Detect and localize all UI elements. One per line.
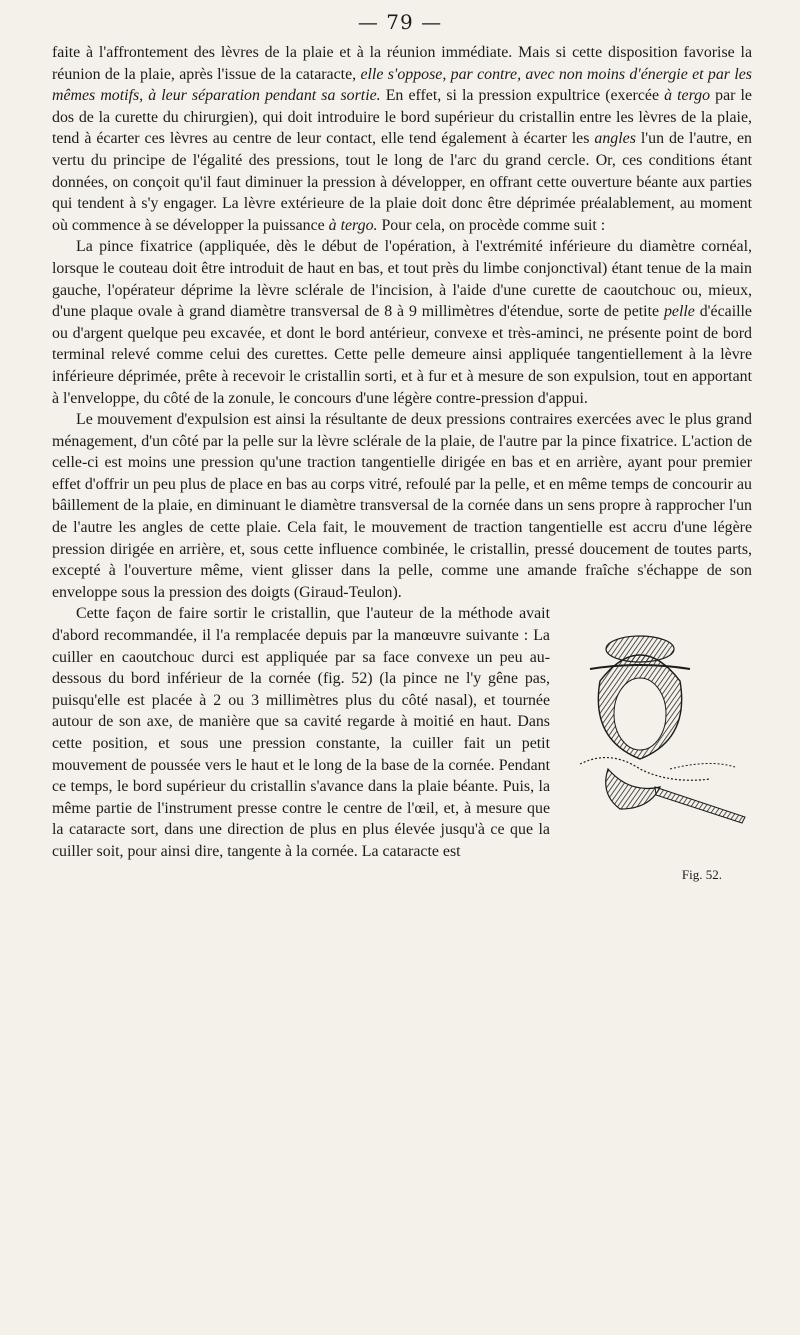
italic-run: pelle — [663, 303, 695, 321]
italic-run: angles — [594, 130, 636, 148]
text-run: l'un de l'autre, en vertu du principe de l'égalité des pressions, tout le long de l'arc du grand cercle. Or, ces conditions étant données, on conçoit qu'il faut diminuer la pression à développer, en offrant cette ouverture béante aux parties qui tendent à s'y engager. La lèvre extérieure de la plaie doit donc être déprimée préalablement, au moment où commence à se développer la puissance — [52, 130, 752, 234]
text-run: faite à l'affrontement des lèvres de la plaie et à la réunion immédiate. Mais si cette disposition favorise la réunion de la plaie, après l'issue de la cataracte, — [52, 44, 752, 83]
text-run: par le dos de la curette du chirurgien), qui doit introduire le bord supérieur du cristallin entre les lèvres de la plaie, tend à écarter ces lèvres au centre de leur contact, elle tend également à écarter les — [52, 87, 752, 148]
text-run: En effet, si la pression expultrice (exercée — [380, 87, 665, 105]
text-run: La pince fixatrice (appliquée, dès le début de l'opération, à l'extrémité inférieure du diamètre cornéal, lorsque le couteau doit être introduit de haut en bas, et tout près du limbe conjonctival) étant tenue de la main gauche, l'opérateur déprime la lèvre sclérale de l'incision, à l'aide d'une curette de caoutchouc ou, mieux, d'une plaque ovale à grand diamètre transversal de 8 à 9 millimètres d'étendue, sorte de petite — [52, 238, 752, 321]
text-run: d'écaille ou d'argent quelque peu excavée, et dont le bord antérieur, convexe et très-aminci, ne présente point de bord terminal relevé comme celui des curettes. Cette pelle demeure ainsi appliquée tangentiellement à la lèvre inférieure déprimée, prête à recevoir le cristallin sorti, et à fur et à mesure de son expulsion, tout en apportant à l'enveloppe, du côté de la zonule, le concours d'une légère contre-pression d'appui. — [52, 303, 752, 407]
paragraph-4 — [52, 603, 752, 882]
page-number: — 79 — — [357, 10, 443, 34]
text-run: Pour cela, on procède comme suit : — [377, 216, 606, 234]
eye-spoon-illustration — [570, 609, 750, 859]
figure-52 — [560, 609, 760, 899]
italic-run: à tergo — [664, 87, 711, 105]
italic-run: à tergo. — [328, 216, 378, 234]
paragraph-3: Le mouvement d'expulsion est ainsi la résultante de deux pressions contraires exercées avec le plus grand ménagement, d'un côté par la pelle sur la lèvre sclérale de la plaie, de l'autre par la pince fixatrice. L'action de celle-ci est moins une pression qu'une traction tangentielle dirigée en bas et en arrière, ayant pour premier effet d'offrir un peu plus de place en bas au corps vitré, refoulé par la pelle, et en même temps de concourir au bâillement de la plaie, en diminuant le diamètre transversal de la cornée dans un sens propre à rapprocher l'un de l'autre les angles de cette plaie. Cela fait, le mouvement de traction tangentielle est accru d'une légère pression dirigée en arrière, et, sous cette influence combinée, le cristallin, pressé doucement de toutes parts, excepté à l'ouverture même, vient glisser dans la pelle, comme une amande fraîche s'échappe de son enveloppe sous la pression des doigts (Giraud-Teulon). — [52, 411, 752, 601]
italic-run: elle s'oppose, par contre, avec non moins d'énergie et par les mêmes motifs, à leur séparation pendant sa sortie. — [52, 65, 752, 105]
figure-caption: Fig. 52. — [681, 866, 722, 882]
text-run: Cette façon de faire sortir le cristallin, que l'auteur de la méthode avait d'abord recommandée, il l'a remplacée depuis par la manœuvre suivante : La cuiller en caoutchouc durci est appliquée par sa face convexe un peu au-dessous du bord inférieur de la cornée (fig. 52) (la pince ne l'y gêne pas, puisqu'elle est placée à 2 ou 3 millimètres plus du côté nasal), et tournée autour de son axe, de manière que sa cavité regarde à moitié en haut. Dans cette position, et sous une pression constante, la cuiller fait un petit mouvement de poussée vers le haut et le long de la base de la cornée. Pendant ce temps, le bord supérieur du cristallin s'avance dans la plaie béante. Puis, la même partie de l'instrument presse contre le centre de l'œil, et, à mesure que la cataracte sort, dans une direction de plus en plus élevée jusqu'à ce que la cuiller soit, pour ainsi dire, tangente à la cornée. La cataracte est — [52, 605, 550, 860]
paragraph-1 — [52, 42, 752, 236]
body-text — [52, 42, 752, 899]
paragraph-2 — [52, 236, 752, 409]
